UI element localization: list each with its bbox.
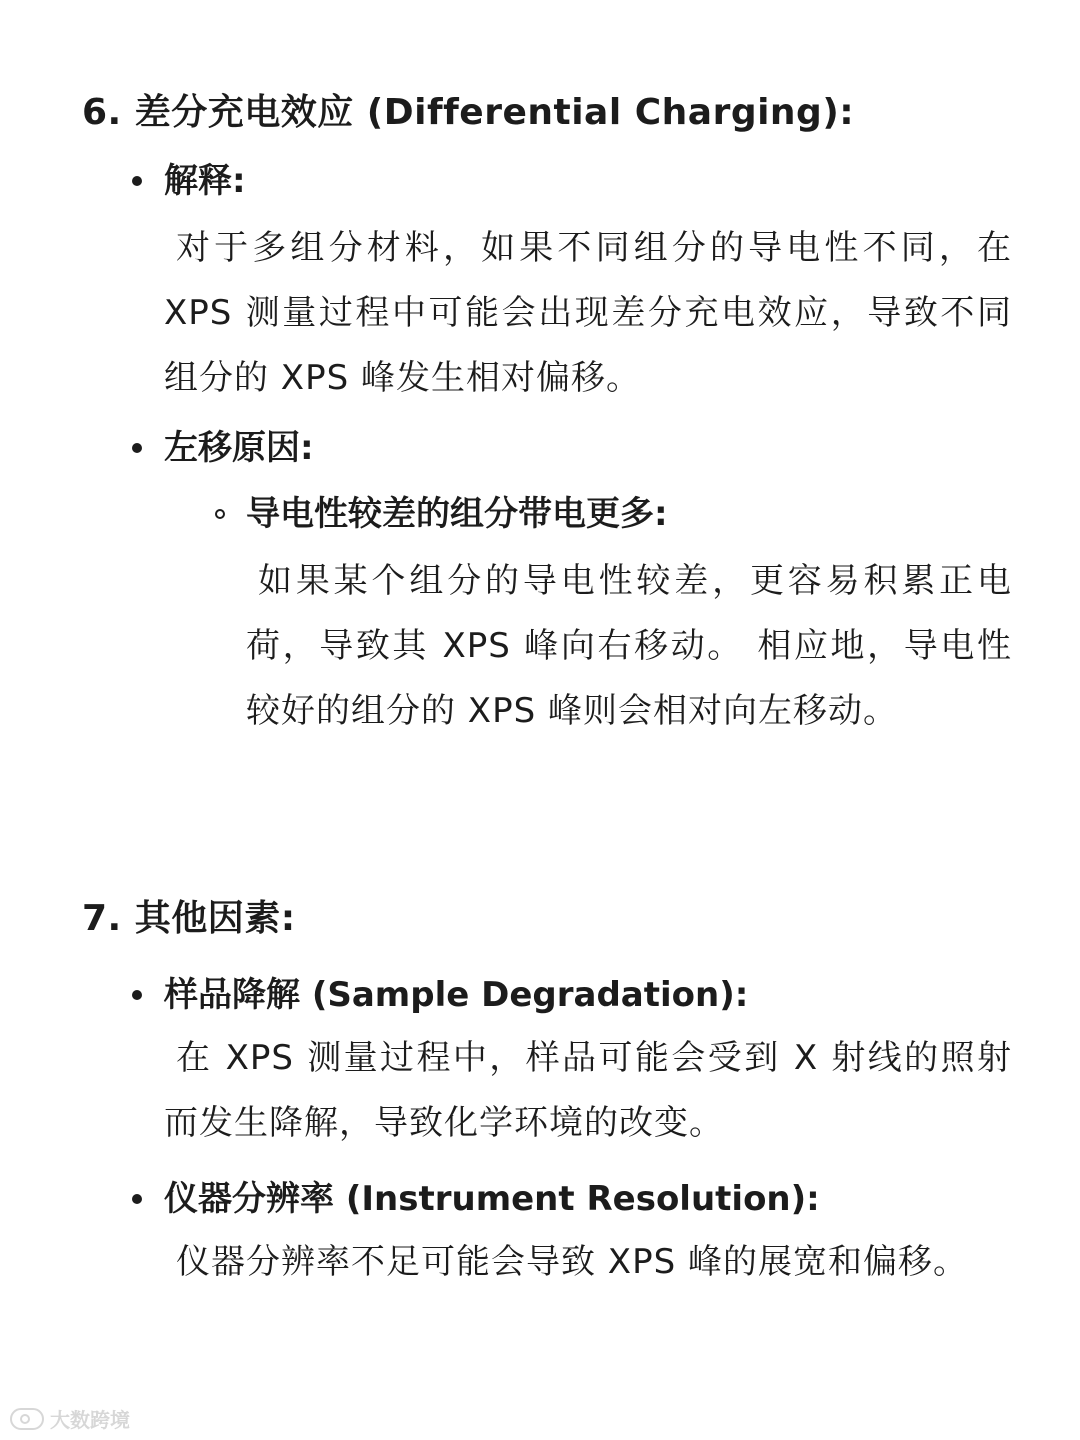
degradation-body: 在 XPS 测量过程中，样品可能会受到 X 射线的照射而发生降解，导致化学环境的改变。 xyxy=(164,1038,1012,1143)
section-7-title: 7. 其他因素: xyxy=(82,898,296,939)
explain-title: 解释: xyxy=(164,161,246,201)
watermark-text: 大数跨境 xyxy=(50,1408,130,1432)
section-6-title: 6. 差分充电效应 (Differential Charging): xyxy=(82,92,855,133)
section-6 xyxy=(82,90,1012,744)
bullet-dot-icon xyxy=(132,443,142,453)
sub-body: 如果某个组分的导电性较差，更容易积累正电荷，导致其 XPS 峰向右移动。 相应地，导电性较好的组分的 XPS 峰则会相对向左移动。 xyxy=(246,561,1012,731)
sub-title: 导电性较差的组分带电更多: xyxy=(246,494,668,534)
explain-body: 对于多组分材料，如果不同组分的导电性不同，在 XPS 测量过程中可能会出现差分充电效应，导致不同组分的 XPS 峰发生相对偏移。 xyxy=(164,228,1012,398)
watermark xyxy=(10,1404,130,1433)
degradation-item xyxy=(82,972,1012,1156)
section-7 xyxy=(82,896,1012,1295)
left-shift-item xyxy=(82,425,1012,471)
degradation-title: 样品降解 (Sample Degradation): xyxy=(164,975,749,1015)
bullet-dot-icon xyxy=(132,990,142,1000)
resolution-title: 仪器分辨率 (Instrument Resolution): xyxy=(164,1179,820,1219)
resolution-item xyxy=(82,1176,1012,1295)
left-shift-title: 左移原因: xyxy=(164,428,314,468)
resolution-body: 仪器分辨率不足可能会导致 XPS 峰的展宽和偏移。 xyxy=(176,1242,968,1282)
bullet-dot-icon xyxy=(132,1194,142,1204)
sub-item xyxy=(82,491,1012,744)
bullet-circle-icon xyxy=(215,509,225,519)
explain-item xyxy=(82,158,1012,411)
watermark-logo-icon xyxy=(10,1408,44,1430)
bullet-dot-icon xyxy=(132,176,142,186)
